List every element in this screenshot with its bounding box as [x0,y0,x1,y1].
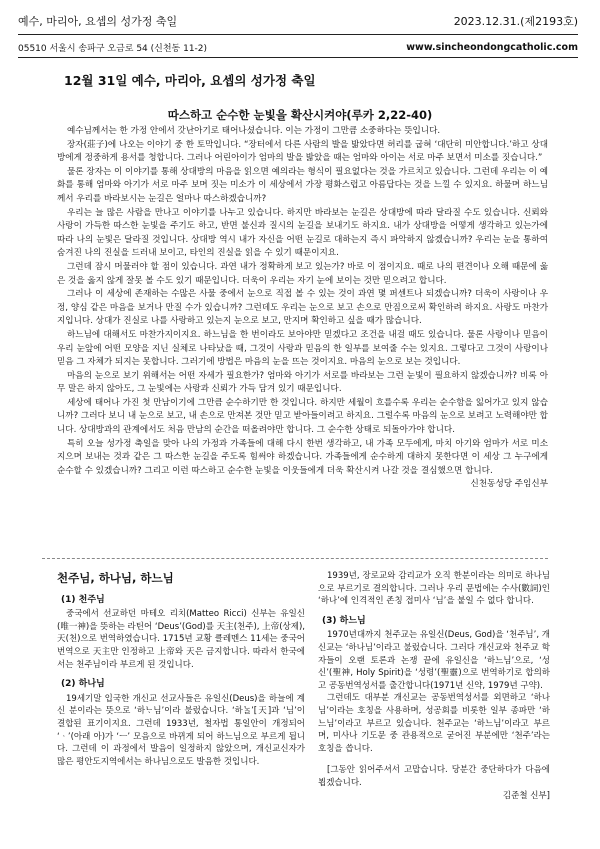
column-title: 천주님, 하나님, 하느님 [57,571,174,585]
closing-signature: 김준철 신부] [502,790,550,801]
homily-body [57,125,548,492]
parish-address: 05510 서울시 송파구 오금로 54 (신천동 11-2) [18,43,208,54]
homily-paragraph: 마음의 눈으로 보기 위해서는 어떤 자세가 필요한가? 엄마와 아기가 서로를 바라보는 그런 눈빛이 필요하지 않겠습니까? 비록 아무 말은 하지 않아도, 그 눈빛에는 사랑과 신뢰가 가득 담겨 있기 때문입니다. [57,370,548,395]
homily-paragraph: 우리는 늘 많은 사람을 만나고 이야기를 나누고 있습니다. 하지만 바라보는 눈길은 상대방에 따라 달라질 수도 있습니다. 신뢰와 사랑이 가득한 따스한 눈빛을 주기도 하고, 반면 불신과 질시의 눈길을 보내기도 하지요. 내가 상대방을 어떻게 생각하고 있는가에 따라 나의 눈빛은 달라질 것입니다. 상대방 역시 내가 자신을 어떤 눈길로 대하는지 즉시 파악하지 않겠습니까? 우리는 눈을 통하여 숨겨진 나의 진실을 드러내 보이고, 타인의 진실을 읽을 수 있기 때문이지요. [57,207,548,259]
homily-paragraph: 하느님에 대해서도 마찬가지이지요. 하느님을 한 번이라도 보아야만 믿겠다고 조건을 내걸 때도 있습니다. 물론 사랑이나 믿음이 우리 눈앞에 어떤 모양을 지닌 실체로 나타났을 때, 그것이 사랑과 믿음의 한 일부를 보여줄 수는 있지요. 그렇다고 그것이 사랑이나 믿음 그 자체가 되지는 못합니다. 그러기에 방법은 마음의 눈을 뜨는 것이지요. 마음의 눈으로 보는 것입니다. [57,329,548,368]
newsletter-header [18,10,578,32]
subsection-heading: (1) 천주님 [61,594,105,605]
section-divider [42,558,548,559]
homily-paragraph: 그런데 잠시 머물러야 할 점이 있습니다. 과연 내가 정확하게 보고 있는가? 바로 이 점이지요. 때로 나의 편견이나 오해 때문에 옳은 것을 옳지 않게 잘못 볼 수도 있기 때문입니다. 더욱이 우리는 자기 눈에 보이는 것만 믿으려고 합니다. [57,261,548,286]
subsection-text: 중국에서 선교하던 마테오 리치(Matteo Ricci) 신부는 유일신(唯一神)을 뜻하는 라틴어 ‘Deus’(God)를 天主(천주), 上帝(상제), 天(천)으로 번역하였습니다. 1715년 교황 클레멘스 11세는 중국어 번역으로 天主만 인정하고 上帝와 天은 금지합니다. 따라서 한국에서는 천주님이라 부르게 된 것입니다. [57,609,305,670]
homily-title: 12월 31일 예수, 마리아, 요셉의 성가정 축일 [64,73,316,88]
homily-paragraph: 예수님께서는 한 가정 안에서 갓난아기로 태어나셨습니다. 이는 가정이 그만큼 소중하다는 뜻입니다. [67,126,441,136]
subsection-text: 1970년대까지 천주교는 유일신(Deus, God)을 ‘천주님’, 개신교는 ‘하나님’이라고 불렀습니다. 그러다 개신교와 천주교 학자들이 오랜 토론과 논쟁 끝에 유일신을 ‘하느님’으로, ‘성신’(聖神, Holy Spirit)을 ‘성령’(聖靈)으로 번역하기로 합의하고 공동번역성서를 출간합니다(1971년 신약, 1979년 구약). [318,630,550,691]
subsection-text: 그런데도 대부분 개신교는 공동번역성서를 외면하고 ‘하나님’이라는 호칭을 사용하며, 성공회를 비롯한 일부 종파만 ‘하느님’이라고 부르고 있습니다. 천주교는 ‘하느님’이라고 부르며, 미사나 기도문 중 관용적으로 굳어진 부분에만 ‘천주’라는 호칭을 씁니다. [318,693,550,754]
address-bar [18,38,578,56]
address-rule [18,57,578,58]
header-rule [18,34,578,35]
issue-date: 2023.12.31.(제2193호) [453,15,578,28]
column-left [57,570,305,768]
homily-paragraph: 그러나 이 세상에 존재하는 수많은 사물 중에서 눈으로 직접 볼 수 있는 것이 과연 몇 퍼센트나 되겠습니까? 더욱이 사랑이나 우정, 양심 같은 마음을 보거나 만질 수가 있습니까? 그런데도 우리는 눈으로 보고 손으로 만짐으로써 확인하려 하지요. 사랑도 마찬가지입니다. 상대가 진실로 나를 사랑하고 있는지 눈으로 보고, 만지며 확인하고 싶을 때가 많습니다. [57,289,548,327]
homily-paragraph: 특히 오늘 성가정 축일을 맞아 나의 가정과 가족들에 대해 다시 한번 생각하고, 내 가족 모두에게, 마치 아기와 엄마가 서로 미소 지으며 보내는 것과 같은 그 따스한 눈길을 주도록 힘써야 하겠습니다. 가족들에게 순수하게 대하지 못한다면 이 세상 그 누구에게 순수할 수 있겠습니까? 그리고 이런 따스하고 순수한 눈빛을 이웃들에게 더욱 확산시켜 나갈 것을 결심했으면 합니다. [57,438,548,476]
subsection-text: 1939년, 장로교와 감리교가 오직 한분이라는 의미로 하나님으로 부르기로 결의합니다. 그러나 우리 문법에는 수사(數詞)인 ‘하나’에 인격적인 존칭 접미사 ‘님’을 붙일 수 없다 합니다. [318,571,550,607]
homily-paragraph: 장자(莊子)에 나오는 이야기 중 한 토막입니다. “장터에서 다른 사람의 발을 밟았다면 허리를 굽혀 ‘대단히 미안합니다.’하고 상대방에게 정중하게 용서를 청합니다. 그러나 어린아이가 엄마의 발을 밟았을 때는 엄마와 아이는 서로 마주 보면서 미소를 짓습니다.” [57,139,548,164]
feast-name: 예수, 마리아, 요셉의 성가정 축일 [18,15,178,28]
closing-note: [그동안 읽어주셔서 고맙습니다. 당분간 중단하다가 다음에 뵙겠습니다. [318,765,550,788]
column-right [318,570,550,802]
homily-paragraph: 세상에 태어나 가진 첫 만남이기에 그만큼 순수하기만 한 것입니다. 하지만 세월이 흐를수록 우리는 순수함을 잃어가고 있지 않습니까? 그러다 보니 내 눈으로 보고, 내 손으로 만져본 것만 믿고 받아들이려고 하지요. 그럴수록 마음의 눈으로 보려고 노력해야만 합니다. 상대방과의 관계에서도 처음 만남의 순간을 떠올려야만 합니다. 그 순수한 상태로 되돌아가야 합니다. [57,397,548,436]
homily-signature: 신천동성당 주임신부 [470,479,548,490]
subsection-heading: (2) 하나님 [61,679,105,690]
subsection-heading: (3) 하느님 [322,615,366,626]
homily-subtitle: 따스하고 순수한 눈빛을 확산시켜야(루카 2,22-40) [167,108,433,122]
parish-url[interactable]: www.sinchеondongcatholic.com [406,41,578,53]
homily-paragraph: 물론 장자는 이 이야기를 통해 상대방의 마음을 읽으면 예의라는 형식이 필요없다는 것을 가르치고 있습니다. 그런데 우리는 이 예화를 통해 엄마와 아기가 서로 마주 보며 짓는 미소가 이 세상에서 가장 평화스럽고 아름답다는 것을 느낄 수 있지요. 하물며 하느님께서 우리를 바라보시는 눈길은 얼마나 따스하겠습니까? [57,166,548,204]
subsection-text: 19세기말 입국한 개신교 선교사들은 유일신(Deus)을 하늘에 계신 분이라는 뜻으로 ‘하ᄂᆞ님’이라 불렀습니다. ‘하ᄂᆞᆯ’[天]과 ‘님’이 결합된 표기이지요. 그런데 1933년, 철자법 통일안이 개정되어 ‘ᆞ’(아래 아)가 ‘ㅡ’ 모음으로 바뀌게 되어 하느님으로 부르게 됩니다. 그런데 이 과정에서 발음이 일정하지 않았으며, 개신교신자가 많은 평안도지역에서는 하나님으로도 발음한 것입니다. [57,693,305,767]
